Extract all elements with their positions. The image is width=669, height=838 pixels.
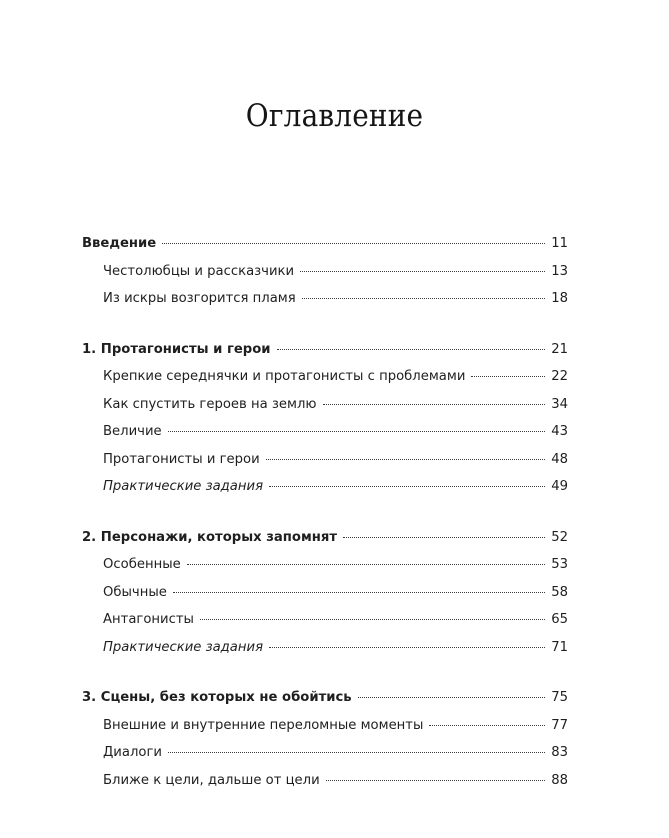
dot-leader bbox=[266, 459, 546, 460]
toc-page-number: 77 bbox=[551, 717, 568, 733]
toc-page-number: 83 bbox=[551, 745, 568, 760]
toc-page-number: 53 bbox=[551, 557, 568, 572]
toc-section[interactable] bbox=[82, 612, 568, 640]
dot-leader bbox=[302, 298, 546, 299]
toc-section-label: Ближе к цели, дальше от цели bbox=[103, 772, 320, 788]
toc-section-label: Обычные bbox=[103, 584, 167, 600]
toc-section[interactable] bbox=[82, 718, 568, 746]
dot-leader bbox=[429, 725, 545, 726]
toc-part-3 bbox=[82, 690, 568, 800]
toc-section-label: Крепкие середнячки и протагонисты с проблемами bbox=[103, 369, 466, 384]
toc-page-number: 43 bbox=[551, 424, 568, 439]
toc-page-number: 48 bbox=[551, 451, 568, 467]
dot-leader bbox=[162, 243, 545, 244]
toc-section-label: Величие bbox=[103, 424, 162, 439]
toc-part-2 bbox=[82, 530, 568, 668]
dot-leader bbox=[269, 647, 545, 648]
dot-leader bbox=[187, 564, 546, 565]
dot-leader bbox=[269, 486, 545, 487]
dot-leader bbox=[326, 780, 546, 781]
toc-chapter-label: 2. Персонажи, которых запомнят bbox=[82, 529, 337, 545]
toc-chapter-label: 1. Протагонисты и герои bbox=[82, 341, 271, 357]
toc-section-label: Честолюбцы и рассказчики bbox=[103, 263, 295, 279]
toc-section[interactable] bbox=[82, 452, 568, 480]
dot-leader bbox=[277, 349, 546, 350]
toc-part-introduction bbox=[82, 236, 568, 319]
toc-page-number: 34 bbox=[551, 396, 568, 412]
toc-page-number: 11 bbox=[551, 236, 568, 251]
toc-page-number: 65 bbox=[551, 612, 568, 627]
toc-chapter-label: Введение bbox=[82, 236, 157, 251]
dot-leader bbox=[323, 404, 546, 405]
toc-part-1 bbox=[82, 342, 568, 507]
table-of-contents bbox=[82, 236, 568, 823]
toc-chapter[interactable] bbox=[82, 236, 568, 264]
toc-chapter[interactable] bbox=[82, 530, 568, 558]
dot-leader bbox=[358, 697, 546, 698]
toc-page-number: 58 bbox=[551, 584, 568, 600]
toc-page-number: 21 bbox=[551, 341, 568, 357]
toc-page-number: 75 bbox=[551, 690, 568, 705]
toc-section-label: Протагонисты и герои bbox=[103, 451, 260, 467]
toc-section[interactable] bbox=[82, 264, 568, 292]
toc-page-number: 13 bbox=[551, 263, 568, 279]
toc-section-label: Внешние и внутренние переломные моменты bbox=[103, 717, 424, 733]
toc-chapter-label: 3. Сцены, без которых не обойтись bbox=[82, 690, 352, 705]
page-title: Оглавление bbox=[245, 98, 424, 134]
toc-section[interactable] bbox=[82, 424, 568, 452]
toc-section-label: Из искры возгорится пламя bbox=[103, 291, 296, 306]
dot-leader bbox=[300, 271, 545, 272]
toc-page-number: 88 bbox=[551, 772, 568, 788]
toc-section-exercises[interactable] bbox=[82, 640, 568, 668]
toc-section[interactable] bbox=[82, 557, 568, 585]
dot-leader bbox=[168, 752, 545, 753]
toc-section[interactable] bbox=[82, 773, 568, 801]
dot-leader bbox=[173, 592, 545, 593]
toc-section[interactable] bbox=[82, 585, 568, 613]
toc-section[interactable] bbox=[82, 369, 568, 397]
toc-chapter[interactable] bbox=[82, 690, 568, 718]
toc-section[interactable] bbox=[82, 397, 568, 425]
toc-section[interactable] bbox=[82, 291, 568, 319]
toc-page-number: 49 bbox=[551, 479, 568, 494]
toc-page-number: 18 bbox=[551, 291, 568, 306]
toc-section-label: Как спустить героев на землю bbox=[103, 396, 317, 412]
toc-section-exercises[interactable] bbox=[82, 479, 568, 507]
toc-section-label: Практические задания bbox=[103, 639, 264, 655]
dot-leader bbox=[343, 537, 545, 538]
dot-leader bbox=[471, 376, 545, 377]
toc-section-label: Антагонисты bbox=[103, 612, 194, 627]
dot-leader bbox=[168, 431, 546, 432]
toc-section-label: Особенные bbox=[103, 557, 181, 572]
toc-section-label: Практические задания bbox=[103, 479, 264, 494]
toc-section-label: Диалоги bbox=[103, 745, 162, 760]
toc-page-number: 52 bbox=[551, 529, 568, 545]
toc-section[interactable] bbox=[82, 745, 568, 773]
dot-leader bbox=[200, 619, 545, 620]
toc-page-number: 22 bbox=[551, 369, 568, 384]
toc-page-number: 71 bbox=[551, 639, 568, 655]
toc-chapter[interactable] bbox=[82, 342, 568, 370]
